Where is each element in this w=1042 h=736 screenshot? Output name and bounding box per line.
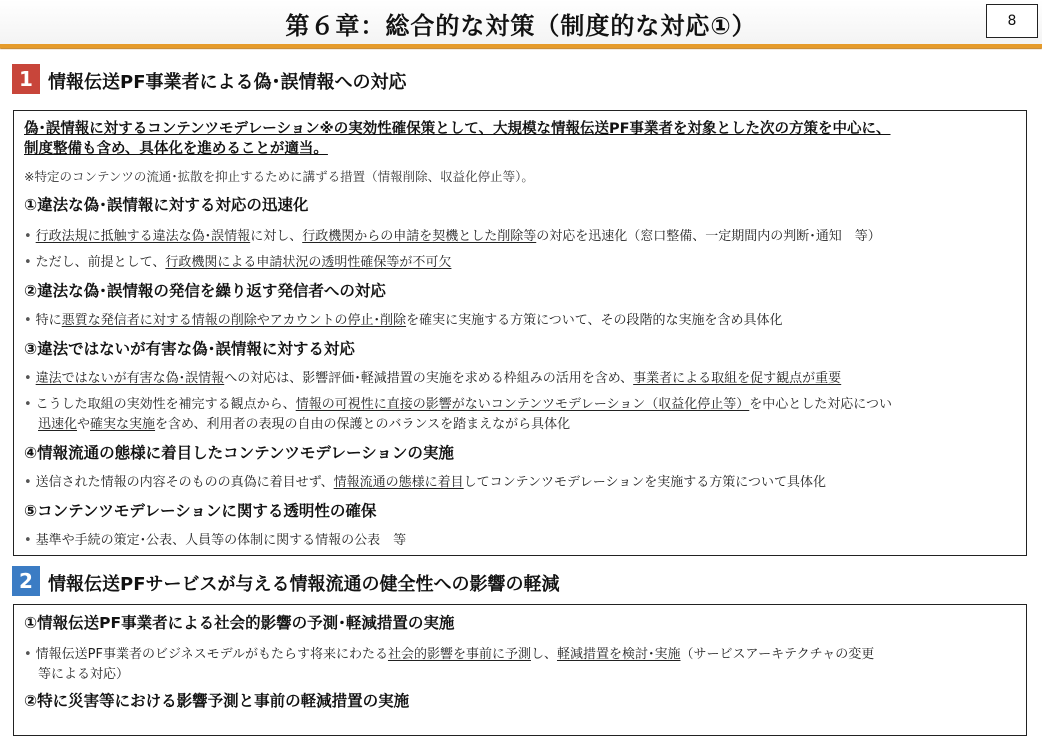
sub-heading-1: ①違法な偽･誤情報に対する対応の迅速化 (24, 196, 309, 214)
section-2-box (13, 604, 1027, 736)
lead-statement-line2: 制度整備も含め、具体化を進めることが適当。 (24, 141, 328, 157)
page-number: 8 (986, 4, 1038, 38)
bullet-3-2: • こうした取組の実効性を補完する観点から、情報の可視性に直接の影響がないコンテンツモデレーション（収益化停止等）を中心とした対応につい (24, 397, 893, 412)
section-2-title: 情報伝送PFサービスが与える情報流通の健全性への影響の軽減 (48, 574, 560, 595)
section-1-number: 1 (12, 64, 40, 94)
bullet-1-2: • ただし、前提として、行政機関による申請状況の透明性確保等が不可欠 (24, 255, 452, 270)
slide-header (0, 0, 1042, 46)
s2-sub-heading-1: ①情報伝送PF事業者による社会的影響の予測･軽減措置の実施 (24, 614, 455, 632)
bullet-4-1: • 送信された情報の内容そのものの真偽に着目せず、情報流通の態様に着目してコンテンツモデレーションを実施する方策について具体化 (24, 475, 826, 490)
bullet-3-2-cont: 迅速化や確実な実施を含め、利用者の表現の自由の保護とのバランスを踏まえながら具体化 (38, 417, 571, 432)
page-title: 第６章：総合的な対策（制度的な対応①） (285, 12, 757, 40)
sub-heading-3: ③違法ではないが有害な偽･誤情報に対する対応 (24, 340, 355, 358)
s2-bullet-1-1: • 情報伝送PF事業者のビジネスモデルがもたらす将来にわたる社会的影響を事前に予測し、軽減措置を検討･実施（サービスアーキテクチャの変更 (24, 647, 875, 662)
section-1-box (13, 110, 1027, 556)
header-rule (0, 44, 1042, 48)
sub-heading-2: ②違法な偽･誤情報の発信を繰り返す発信者への対応 (24, 282, 386, 300)
sub-heading-5: ⑤コンテンツモデレーションに関する透明性の確保 (24, 502, 377, 520)
bullet-3-1: • 違法ではないが有害な偽･誤情報への対応は、影響評価･軽減措置の実施を求める枠組みの活用を含め、事業者による取組を促す観点が重要 (24, 371, 842, 386)
lead-statement-line1: 偽･誤情報に対するコンテンツモデレーション※の実効性確保策として、大規模な情報伝送PF事業者を対象とした次の方策を中心に、 (24, 121, 891, 137)
s2-sub-heading-2: ②特に災害等における影響予測と事前の軽減措置の実施 (24, 692, 410, 710)
sub-heading-4: ④情報流通の態様に着目したコンテンツモデレーションの実施 (24, 444, 454, 462)
bullet-2-1: • 特に悪質な発信者に対する情報の削除やアカウントの停止･削除を確実に実施する方策について、その段階的な実施を含め具体化 (24, 313, 783, 328)
footnote: ※特定のコンテンツの流通･拡散を抑止するために講ずる措置（情報削除、収益化停止等）。 (24, 169, 534, 184)
section-1-title: 情報伝送PF事業者による偽･誤情報への対応 (48, 72, 407, 93)
s2-bullet-1-1-cont: 等による対応） (38, 667, 130, 682)
section-2-number: 2 (12, 566, 40, 596)
bullet-1-1: • 行政法規に抵触する違法な偽･誤情報に対し、行政機関からの申請を契機とした削除等の対応を迅速化（窓口整備、一定期間内の判断･通知 等） (24, 229, 881, 244)
bullet-5-1: • 基準や手続の策定･公表、人員等の体制に関する情報の公表 等 (24, 533, 407, 548)
